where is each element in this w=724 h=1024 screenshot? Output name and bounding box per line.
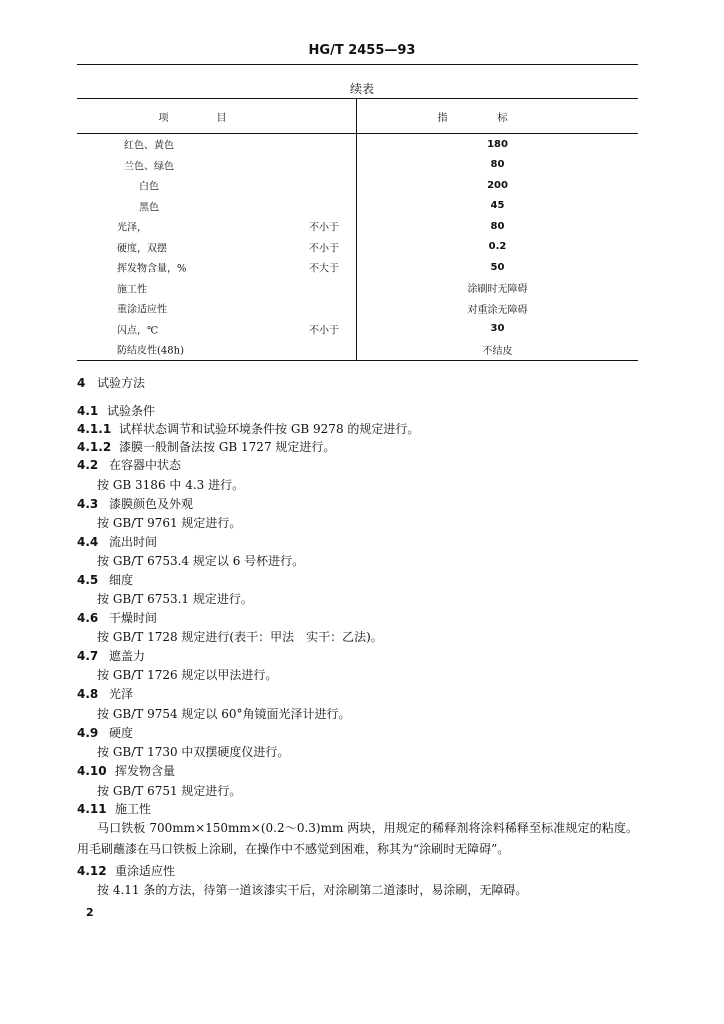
table-row xyxy=(77,196,638,217)
section-4-8-heading: 4.8 光泽 xyxy=(77,687,134,701)
section-4-4-heading: 4.4 流出时间 xyxy=(77,535,158,549)
table-row xyxy=(77,237,638,258)
header-rule xyxy=(77,64,638,65)
section-4-9-heading: 4.9 硬度 xyxy=(77,726,134,740)
item-label: 重涂适应性 xyxy=(117,304,167,316)
table-row xyxy=(77,319,638,340)
item-label: 兰色、绿色 xyxy=(124,161,174,173)
section-4-6-heading: 4.6 干燥时间 xyxy=(77,611,158,625)
table-row xyxy=(77,216,638,237)
item-label: 闪点，℃ xyxy=(117,325,159,337)
section-4-10-heading: 4.10 挥发物含量 xyxy=(77,764,176,778)
section-4-3-heading: 4.3 漆膜颜色及外观 xyxy=(77,497,194,511)
section-4-8-body: 按 GB/T 9754 规定以 60°角镜面光泽计进行。 xyxy=(97,707,351,721)
table-row xyxy=(77,298,638,319)
section-4-1-1: 4.1.1 试样状态调节和试验环境条件按 GB 9278 的规定进行。 xyxy=(77,422,420,436)
item-label: 硬度，双摆 xyxy=(117,243,167,255)
section-4-1-2: 4.1.2 漆膜一般制备法按 GB 1727 规定进行。 xyxy=(77,440,336,454)
column-header-value: 指标 xyxy=(357,99,639,134)
section-4-3-body: 按 GB/T 9761 规定进行。 xyxy=(97,516,242,530)
item-value: 不结皮 xyxy=(482,345,513,357)
item-label: 红色、黄色 xyxy=(124,140,174,152)
column-header-item: 项目 xyxy=(77,99,357,134)
item-condition: 不小于 xyxy=(309,222,339,234)
section-4-10-body: 按 GB/T 6751 规定进行。 xyxy=(97,784,242,798)
item-value: 0.2 xyxy=(488,241,507,253)
section-4-heading: 4 试验方法 xyxy=(77,376,146,390)
item-value: 80 xyxy=(490,220,505,232)
item-label: 施工性 xyxy=(117,284,147,296)
section-4-4-body: 按 GB/T 6753.4 规定以 6 号杯进行。 xyxy=(97,554,305,568)
table-header-row xyxy=(77,99,638,134)
section-4-7-heading: 4.7 遮盖力 xyxy=(77,649,146,663)
section-4-7-body: 按 GB/T 1726 规定以甲法进行。 xyxy=(97,668,278,682)
section-4-6-body: 按 GB/T 1728 规定进行(表干：甲法 实干：乙法)。 xyxy=(97,630,383,644)
section-4-5-body: 按 GB/T 6753.1 规定进行。 xyxy=(97,592,253,606)
table-caption: 续表 xyxy=(349,82,374,96)
item-label: 光泽， xyxy=(117,222,147,234)
section-4-12-body: 按 4.11 条的方法，待第一道该漆实干后，对涂刷第二道漆时，易涂刷，无障碍。 xyxy=(97,883,528,897)
standard-number: HG/T 2455—93 xyxy=(308,43,416,58)
item-value: 30 xyxy=(490,323,505,335)
table-row xyxy=(77,257,638,278)
section-4-2-heading: 4.2 在容器中状态 xyxy=(77,458,182,472)
spec-table xyxy=(77,98,638,361)
item-label: 黑色 xyxy=(139,202,159,214)
section-4-9-body: 按 GB/T 1730 中双摆硬度仪进行。 xyxy=(97,745,290,759)
table-row xyxy=(77,339,638,360)
page-number: 2 xyxy=(86,906,94,919)
item-value: 200 xyxy=(487,179,508,191)
item-label: 挥发物含量，% xyxy=(117,263,187,275)
table-row xyxy=(77,278,638,299)
item-label: 白色 xyxy=(139,181,159,193)
item-value: 50 xyxy=(490,261,505,273)
table-row xyxy=(77,155,638,176)
item-value: 180 xyxy=(487,138,508,150)
section-4-11-body: 马口铁板 700mm×150mm×(0.2～0.3)mm 两块，用规定的稀释剂将涂料稀释至标准规定的粘度。用毛刷蘸漆在马口铁板上涂刷，在操作中不感觉到困难，称其为“涂刷时无障碍”。 xyxy=(77,821,638,856)
item-value: 对重涂无障碍 xyxy=(467,304,528,316)
section-4-2-body: 按 GB 3186 中 4.3 进行。 xyxy=(97,478,245,492)
item-value: 45 xyxy=(490,200,505,212)
item-condition: 不小于 xyxy=(309,243,339,255)
item-condition: 不小于 xyxy=(309,325,339,337)
table-row xyxy=(77,175,638,196)
section-4-1-heading: 4.1 试验条件 xyxy=(77,404,156,418)
section-4-5-heading: 4.5 细度 xyxy=(77,573,134,587)
item-value: 涂刷时无障碍 xyxy=(467,284,528,296)
item-condition: 不大于 xyxy=(309,263,339,275)
section-4-12-heading: 4.12 重涂适应性 xyxy=(77,864,176,878)
table-row xyxy=(77,134,638,155)
item-value: 80 xyxy=(490,159,505,171)
section-4-11-heading: 4.11 施工性 xyxy=(77,802,152,816)
item-label: 防结皮性(48h) xyxy=(117,345,184,357)
